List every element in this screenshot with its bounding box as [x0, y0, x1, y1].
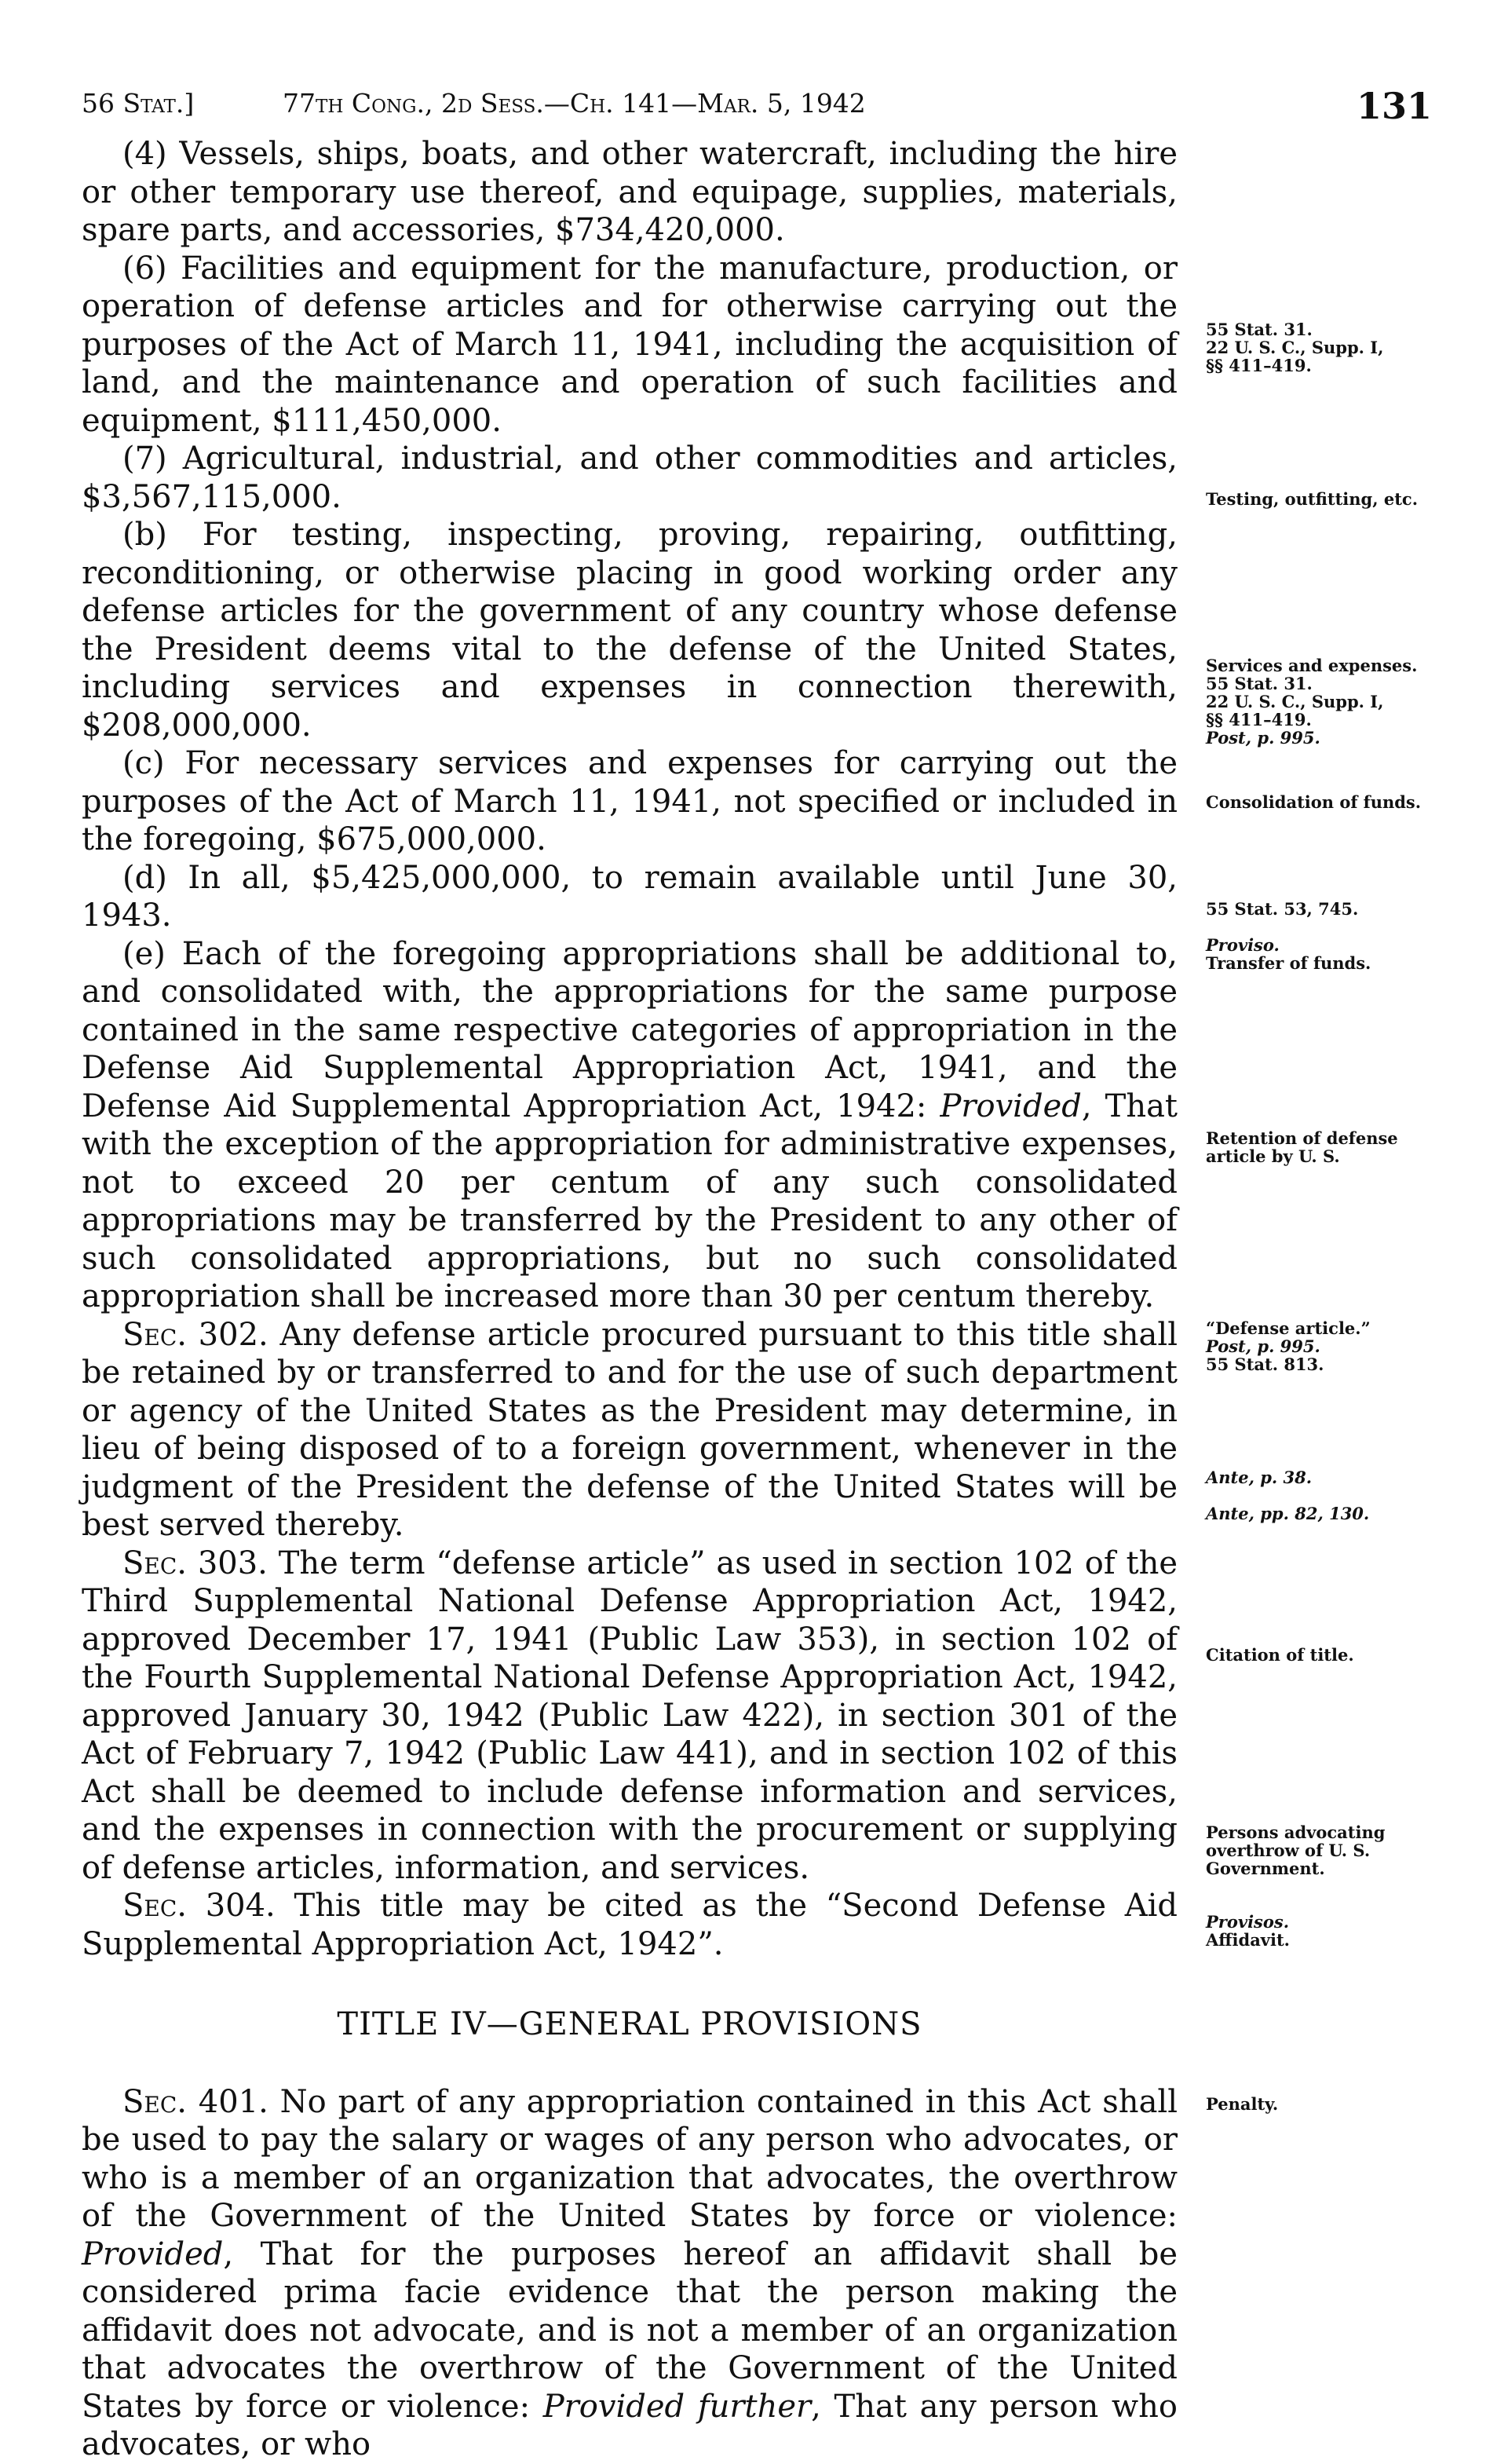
margin-note-consolidation: Consolidation of funds.: [1206, 792, 1422, 812]
margin-note-statute-ref-2: 55 Stat. 53, 745.: [1206, 899, 1359, 919]
margin-note-statute-ref: 55 Stat. 31. 22 U. S. C., Supp. I, §§ 411–419.: [1206, 320, 1384, 375]
proviso-word: Provided: [940, 1088, 1082, 1124]
paragraph-e: (e) Each of the foregoing appropriations shall be additional to, and consolidated with, the appropriations for the same purpose contained in the same respective categories of appropriation in the Defense Aid Supplemental Appropriation Act, 1941, and the Defense Aid Supplemental Appropriation Act, 1942: Provided, That with the exception of the appropriation for administrative expenses, not to exceed 20 per centum of any such consolidated appropriations may be transferred by the President to any other of such consolidated appropriations, but no such consolidated appropriation shall be increased more than 30 per centum thereby.: [82, 935, 1178, 1314]
paragraph-4: (4) Vessels, ships, boats, and other watercraft, including the hire or other temporary use thereof, and equipage, supplies, materials, spare parts, and accessories, $734,420,000.: [82, 136, 1178, 248]
paragraph-c: (c) For necessary services and expenses for carrying out the purposes of the Act of March 11, 1941, not specified or included in the foregoing, $675,000,000.: [82, 745, 1178, 857]
proviso-word: Provided: [82, 2236, 224, 2272]
margin-note-ante-38: Ante, p. 38.: [1206, 1468, 1313, 1487]
margin-note-citation: Citation of title.: [1206, 1645, 1354, 1665]
body-text: [82, 135, 1178, 2464]
paragraph-7: (7) Agricultural, industrial, and other commodities and articles, $3,567,115,000.: [82, 441, 1178, 515]
proviso-further-word: Provided further: [542, 2388, 812, 2425]
statute-volume: 56 Stat.]: [82, 88, 195, 119]
margin-note-proviso: Proviso. Transfer of funds.: [1206, 935, 1371, 973]
section-304: Sec. 304. This title may be cited as the “Second Defense Aid Supplemental Appropriation Act, 1942”.: [82, 1888, 1178, 1962]
title-heading: TITLE IV—GENERAL PROVISIONS: [337, 2006, 922, 2042]
page-number: 131: [1356, 85, 1432, 127]
margin-note-defense-article: “Defense article.” Post, p. 995. 55 Stat. 813.: [1206, 1318, 1371, 1374]
margin-note-testing: Testing, outfitting, etc.: [1206, 489, 1419, 509]
margin-note-retention: Retention of defense article by U. S.: [1206, 1128, 1398, 1166]
section-401: Sec. 401. No part of any appropriation contained in this Act shall be used to pay the salary or wages of any person who advocates, or who is a member of an organization that advocates, the overthrow of the Government of the United States by force or violence: Provided, That for the purposes hereof an affidavit shall be considered prima facie evidence that the person making the affidavit does not advocate, and is not a member of an organization that advocates the overthrow of the Government of the United States by force or violence: Provided further, That any person who advocates, or who: [82, 2083, 1178, 2462]
margin-note-ante-82: Ante, pp. 82, 130.: [1206, 1504, 1370, 1523]
margin-note-persons-advocating: Persons advocating overthrow of U. S. Government.: [1206, 1822, 1386, 1878]
paragraph-6: (6) Facilities and equipment for the manufacture, production, or operation of defense articles and for otherwise carrying out the purposes of the Act of March 11, 1941, including the acquisition of land, and the maintenance and operation of such facilities and equipment, $111,450,000.: [82, 250, 1178, 439]
margin-note-penalty: Penalty.: [1206, 2094, 1279, 2114]
paragraph-d: (d) In all, $5,425,000,000, to remain available until June 30, 1943.: [82, 859, 1178, 934]
margin-note-services: Services and expenses. 55 Stat. 31. 22 U. S. C., Supp. I, §§ 411–419. Post, p. 995.: [1206, 656, 1418, 748]
section-302: Sec. 302. Any defense article procured pursuant to this title shall be retained by or transferred to and for the use of such department or agency of the United States as the President may determine, in lieu of being disposed of to a foreign government, whenever in the judgment of the President the defense of the United States will be best served thereby.: [82, 1316, 1178, 1543]
paragraph-b: (b) For testing, inspecting, proving, repairing, outfitting, reconditioning, or otherwise placing in good working order any defense articles for the government of any country whose defense the President deems vital to the defense of the United States, including services and expenses in connection therewith, $208,000,000.: [82, 517, 1178, 744]
page-header: [82, 85, 1432, 132]
section-303: Sec. 303. The term “defense article” as used in section 102 of the Third Supplemental National Defense Appropriation Act, 1942, approved December 17, 1941 (Public Law 353), in section 102 of the Fourth Supplemental National Defense Appropriation Act, 1942, approved January 30, 1942 (Public Law 422), in section 301 of the Act of February 7, 1942 (Public Law 441), and in section 102 of this Act shall be deemed to include defense information and services, and the expenses in connection with the procurement or supplying of defense articles, information, and services.: [82, 1545, 1178, 1886]
congress-session-chapter: 77th Cong., 2d Sess.—Ch. 141—Mar. 5, 1942: [283, 88, 866, 119]
margin-note-provisos: Provisos. Affidavit.: [1206, 1912, 1290, 1950]
